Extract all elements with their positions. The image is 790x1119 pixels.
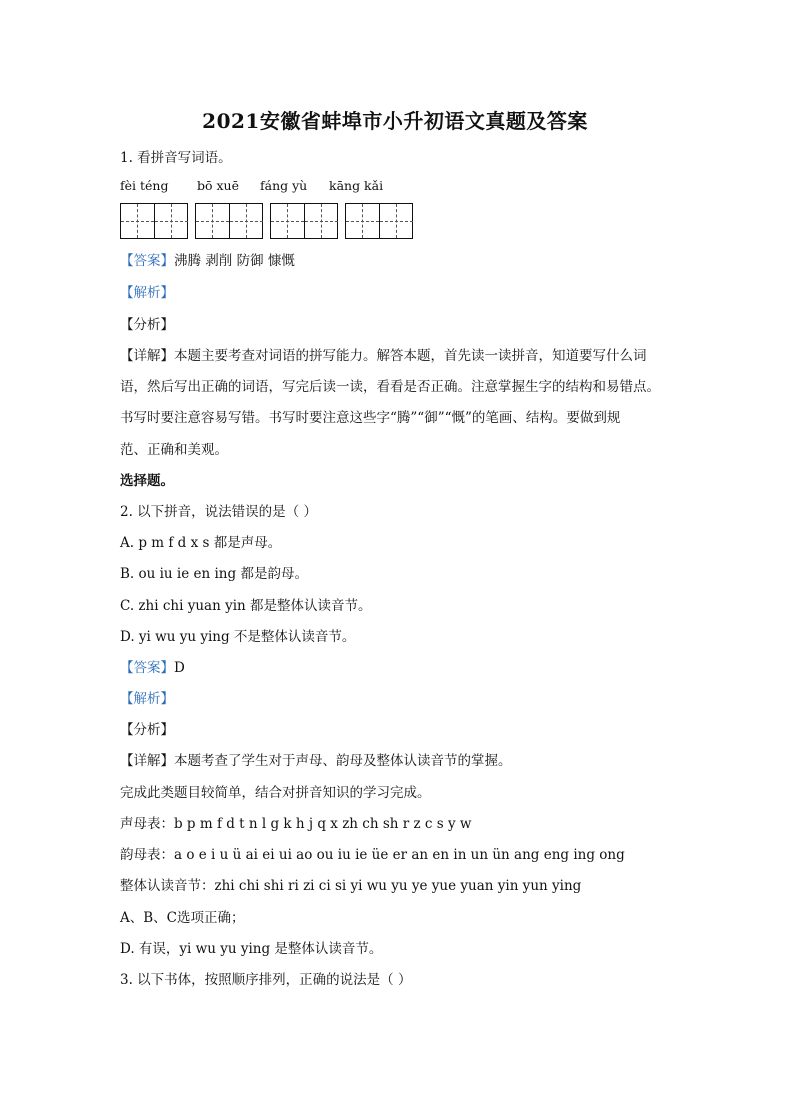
q2-zhengti-table: 整体认读音节：zhi chi shi ri zi ci si yi wu yu ye yue yuan yin yun ying [120, 878, 582, 894]
q2-shengmu-table: 声母表：b p m f d t n l g k h j q x zh ch sh r z c s y w [120, 816, 472, 832]
q2-option-b: B. ou iu ie en ing 都是韵母。 [120, 566, 308, 582]
q1-xiangjie-line-4: 范、正确和美观。 [120, 442, 228, 458]
q2-stem: 2. 以下拼音，说法错误的是（ ） [120, 504, 317, 520]
pinyin-3: fáng yù [260, 178, 308, 193]
xiangjie-tag: 【详解】 [120, 753, 174, 769]
xiangjie-tag: 【详解】 [120, 348, 174, 364]
xiangjie-text: 本题主要考查对词语的拼写能力。解答本题，首先读一读拼音，知道要写什么词 [174, 348, 647, 364]
q1-fenxi: 【分析】 [120, 317, 174, 333]
answer-tag: 【答案】 [120, 660, 174, 676]
q2-option-d: D. yi wu yu ying 不是整体认读音节。 [120, 629, 356, 645]
pinyin-2: bō xuē [197, 178, 239, 193]
xiangjie-text: 本题考查了学生对于声母、韵母及整体认读音节的掌握。 [174, 753, 512, 769]
q1-xiangjie-line-2: 语，然后写出正确的词语，写完后读一读，看看是否正确。注意掌握生字的结构和易错点。 [120, 379, 660, 395]
q2-option-c: C. zhi chi yuan yin 都是整体认读音节。 [120, 598, 372, 614]
pinyin-4: kāng kǎi [329, 178, 384, 193]
q1-answer [120, 249, 295, 269]
section-heading: 选择题。 [120, 473, 174, 489]
q2-line-5: A、B、C选项正确； [120, 910, 245, 926]
q2-line-1: 完成此类题目较简单，结合对拼音知识的学习完成。 [120, 785, 431, 801]
answer-tag: 【答案】 [120, 253, 174, 269]
q1-jiexi: 【解析】 [120, 285, 174, 301]
q2-yunmu-table: 韵母表：a o e i u ü ai ei ui ao ou iu ie üe er an en in un ün ang eng ing ong [120, 847, 625, 863]
q3-stem: 3. 以下书体，按照顺序排列，正确的说法是（ ） [120, 972, 412, 988]
q2-line-6: D. 有误，yi wu yu ying 是整体认读音节。 [120, 941, 383, 957]
q1-stem: 1. 看拼音写词语。 [120, 150, 232, 166]
answer-text: D [174, 660, 185, 676]
page-title: 2021安徽省蚌埠市小升初语文真题及答案 [202, 109, 588, 133]
pinyin-1: fèi téng [120, 178, 169, 193]
q2-option-a: A. p m f d x s 都是声母。 [120, 535, 282, 551]
writing-box-3[interactable] [270, 203, 338, 239]
q2-xiangjie-line-1 [120, 749, 512, 769]
writing-box-1[interactable] [120, 203, 188, 239]
q2-fenxi: 【分析】 [120, 722, 174, 738]
writing-box-4[interactable] [345, 203, 413, 239]
q2-answer [120, 656, 185, 676]
writing-box-2[interactable] [195, 203, 263, 239]
q2-jiexi: 【解析】 [120, 691, 174, 707]
answer-text: 沸腾 剥削 防御 慷慨 [174, 253, 295, 269]
q1-xiangjie-line-3: 书写时要注意容易写错。书写时要注意这些字“腾”“御”“慨”的笔画、结构。要做到规 [120, 410, 621, 426]
q1-xiangjie-line-1 [120, 344, 647, 364]
